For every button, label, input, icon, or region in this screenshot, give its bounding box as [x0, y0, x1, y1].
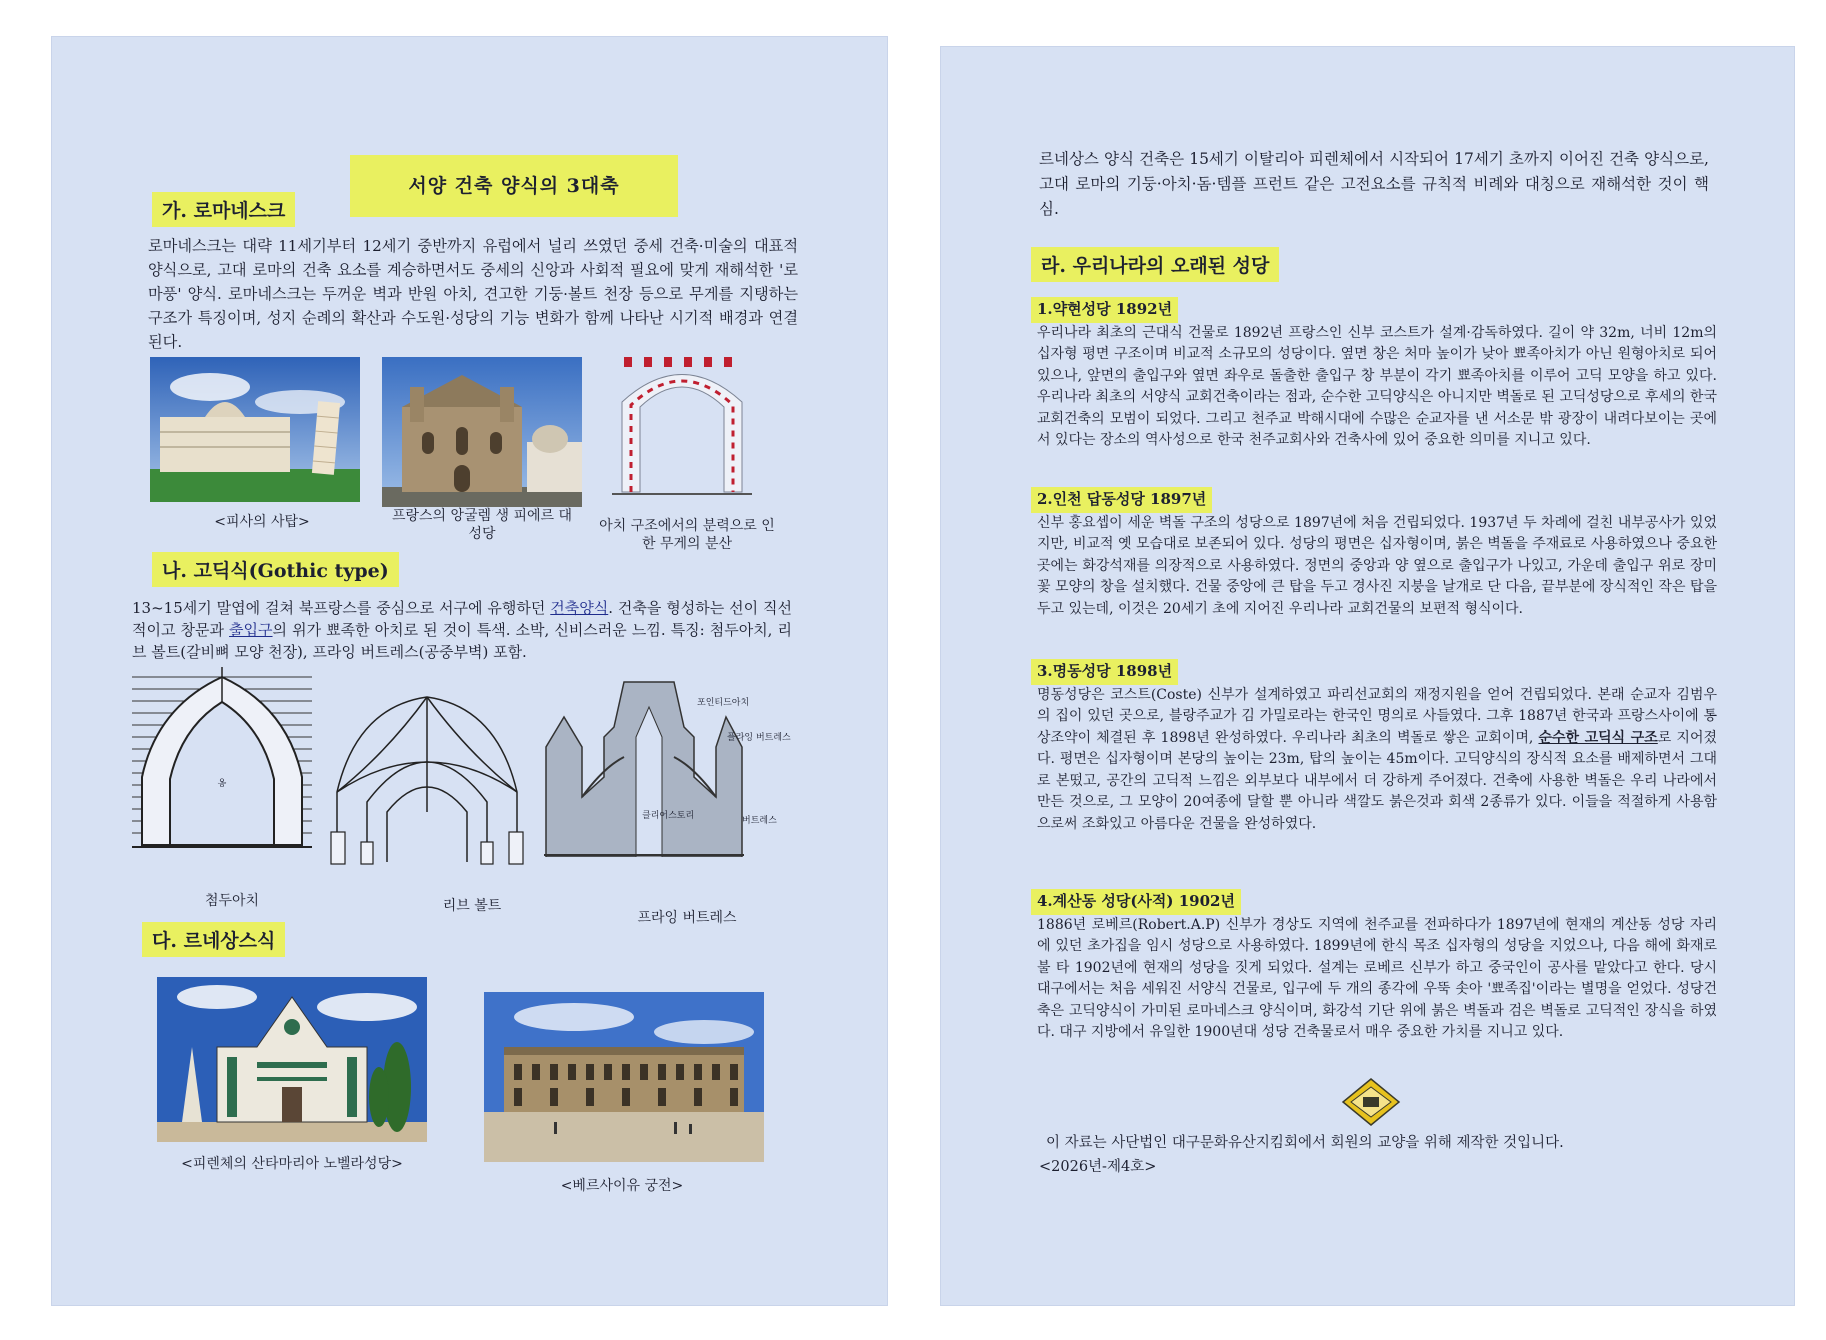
item-title-yakhyeon: 1.약현성당 1892년	[1031, 297, 1178, 323]
cathedral-item-1	[1037, 297, 1717, 452]
caption-santa-maria-novella: <피렌체의 산타마리아 노벨라성당>	[181, 1156, 403, 1172]
angouleme-photo	[382, 357, 582, 507]
right-page	[941, 47, 1794, 1305]
page-title: 서양 건축 양식의 3대축	[350, 155, 678, 217]
item-text-dapdong: 신부 홍요셉이 세운 벽돌 구조의 성당으로 1897년에 처음 건립되었다. 1937년 두 차례에 걸친 내부공사가 있었지만, 비교적 옛 모습대로 보존되어 있다. 성당의 평면은 십자형이며, 붉은 벽돌을 주재료로 사용하였으나 중요한 곳에는 화강석재를 의장적으로 사용하였다. 정면의 중앙과 양 옆으로 출입구가 나있고, 가운데 출입구 위로 장미꽃 모양의 창을 설치했다. 건물 중앙에 큰 탑을 두고 경사진 지붕을 날개로 단 다음, 끝부분에 장식적인 작은 탑을 두고 있는데, 이것은 20세기 초에 지어진 우리나라 교회건물의 보편적 형식이다.	[1037, 514, 1717, 617]
gothic-text	[132, 597, 792, 663]
label-ong: 옹	[217, 779, 227, 789]
item-title-dapdong: 2.인천 답동성당 1897년	[1031, 487, 1212, 513]
section-heading-romanesque: 가. 로마네스크	[152, 192, 295, 227]
versailles-photo	[484, 992, 764, 1162]
romanesque-text: 로마네스크는 대략 11세기부터 12세기 중반까지 유럽에서 널리 쓰였던 중세 건축·미술의 대표적 양식으로, 고대 로마의 건축 요소를 계승하면서도 중세의 신앙과 사회적 필요에 맞게 재해석한 '로마풍' 양식. 로마네스크는 두꺼운 벽과 반원 아치, 견고한 기둥·볼트 천장 등으로 무게를 지탱하는 구조가 특징이며, 성지 순례의 확산과 수도원·성당의 기능 변화가 함께 나타난 시기적 배경과 연결된다.	[148, 237, 798, 351]
issue-number: <2026년-제4호>	[1039, 1159, 1157, 1175]
caption-rib-vault: 리브 볼트	[442, 898, 502, 914]
caption-versailles: <베르사이유 궁전>	[560, 1178, 684, 1194]
left-page	[52, 37, 887, 1305]
item-title-myeongdong: 3.명동성당 1898년	[1031, 659, 1178, 685]
santa-maria-novella-photo	[157, 977, 427, 1142]
caption-flying-buttress: 프라잉 버트레스	[637, 910, 737, 926]
gothic-text-a: 13~15세기 말엽에 걸쳐 북프랑스를 중심으로 서구에 유행하던	[132, 599, 551, 617]
renaissance-intro: 르네상스 양식 건축은 15세기 이탈리아 피렌체에서 시작되어 17세기 초까지 이어진 건축 양식으로, 고대 로마의 기둥·아치·돔·템플 프런트 같은 고전요소를 규칙적 비례와 대칭으로 재해석한 것이 핵심.	[1039, 150, 1709, 218]
item-text-myeongdong-underline: 순수한 고딕식 구조	[1538, 729, 1658, 746]
gothic-text-c: 의 위가 뾰족한 아치로 된 것이 특색. 소박, 신비스러운 느낌. 특징: 첨두아치, 리브 볼트(갈비뼈 모양 천장), 프라잉 버트레스(공중부벽) 포함.	[132, 621, 792, 661]
cathedral-item-3	[1037, 659, 1717, 835]
arch-force-diagram	[612, 357, 752, 497]
link-entrance[interactable]: 출입구	[229, 621, 273, 639]
section-heading-renaissance: 다. 르네상스식	[142, 922, 285, 957]
item-title-gyesan: 4.계산동 성당(사적) 1902년	[1031, 889, 1241, 915]
label-buttress: 버트레스	[742, 816, 777, 826]
label-clerestory: 클리어스토리	[642, 811, 695, 821]
footer-note: 이 자료는 사단법인 대구문화유산지킴회에서 회원의 교양을 위해 제작한 것입니다.	[1046, 1135, 1564, 1151]
section-heading-gothic: 나. 고딕식(Gothic type)	[152, 552, 399, 587]
pisa-photo	[150, 357, 360, 502]
caption-arch-force: 아치 구조에서의 분력으로 인한 무게의 분산	[599, 518, 775, 552]
section-heading-korean-cathedrals: 라. 우리나라의 오래된 성당	[1031, 247, 1279, 282]
item-text-gyesan: 1886년 로베르(Robert.A.P) 신부가 경상도 지역에 천주교를 전파하다가 1897년에 현재의 계산동 성당 자리에 있던 초가집을 임시 성당으로 사용하였다. 1899년에 한식 목조 십자형의 성당을 지었으나, 다음 해에 화재로 불 타 1902년에 현재의 성당을 짓게 되었다. 설계는 로베르 신부가 하고 중국인이 공사를 맡았다고 한다. 당시 대구에서는 처음 세워진 서양식 건물로, 입구에 두 개의 종각에 우뚝 솟아 '뾰족집'이라는 별명을 얻었다. 성당건축은 고딕양식이 가미된 로마네스크 양식이며, 화강석 기단 위에 붉은 벽돌과 검은 벽돌로 고딕적인 장식을 하였다. 대구 지방에서 유일한 1900년대 성당 건축물로서 매우 중요한 가치를 지니고 있다.	[1037, 916, 1717, 1040]
link-architecture-style[interactable]: 건축양식	[550, 599, 609, 617]
label-pointed-arch: 포인티드아치	[697, 698, 750, 708]
cathedral-item-4	[1037, 889, 1717, 1044]
item-text-myeongdong-b: 로 지어졌다. 평면은 십자형이며 본당의 높이는 23m, 탑의 높이는 45m이다. 고딕양식의 장식적 요소를 배제하면서 그대로 본떴고, 공간의 고딕적 느낌은 외부보다 내부에서 더 강하게 주어졌다. 건축에 사용한 벽돌은 우리 나라에서 만든 것으로, 그 모양이 20여종에 달할 뿐 아니라 색깔도 붉은것과 회색 2종류가 있다. 이들을 적절하게 사용함으로써 조화있고 아름다운 건물을 완성하였다.	[1037, 729, 1718, 832]
caption-angouleme: 프랑스의 앙굴렘 생 피에르 대성당	[391, 508, 573, 542]
rib-vault-diagram	[327, 692, 527, 867]
pointed-arch-diagram	[132, 667, 312, 852]
society-logo	[1341, 1077, 1401, 1127]
item-text-myeongdong-a: 명동성당은 코스트(Coste) 신부가 설계하였고 파리선교회의 재정지원을 얻어 건립되었다. 본래 순교자 김범우의 집이 있던 곳으로, 블랑주교가 김 가밀로라는 한국인 명의로 사들였다. 그후 1887년 한국과 프랑스사이에 통상조약이 체결된 후 1898년 완성하였다. 우리나라 최초의 벽돌로 쌓은 교회이며,	[1037, 686, 1717, 746]
label-flying-buttress: 플라잉 버트레스	[727, 733, 791, 743]
gothic-text-b: . 건축을 형성하는 선이 직선적이고 창문과	[132, 599, 792, 639]
caption-pointed-arch: 첨두아치	[204, 893, 260, 909]
caption-pisa: <피사의 사탑>	[214, 514, 310, 530]
cathedral-item-2	[1037, 487, 1717, 620]
item-text-yakhyeon: 우리나라 최초의 근대식 건물로 1892년 프랑스인 신부 코스트가 설계·감독하였다. 길이 약 32m, 너비 12m의 십자형 평면 구조이며 비교적 소규모의 성당이다. 옆면 창은 처마 높이가 낮아 뾰족아치가 아닌 원형아치로 되어 있으나, 앞면의 출입구와 옆면 좌우로 돌출한 출입구 창 부분이 각기 뾰족아치를 이루어 고딕 모양을 하고 있다. 우리나라 최초의 서양식 교회건축이라는 점과, 순수한 고딕양식은 아니지만 벽돌로 된 고딕성당으로 후세의 한국 교회건축의 모범이 되었다. 그리고 천주교 박해시대에 수많은 순교자를 낸 서소문 밖 광장이 내려다보이는 곳에 서 있다는 장소의 역사성으로 한국 천주교회사와 건축사에 있어 중요한 의미를 지니고 있다.	[1037, 324, 1717, 448]
